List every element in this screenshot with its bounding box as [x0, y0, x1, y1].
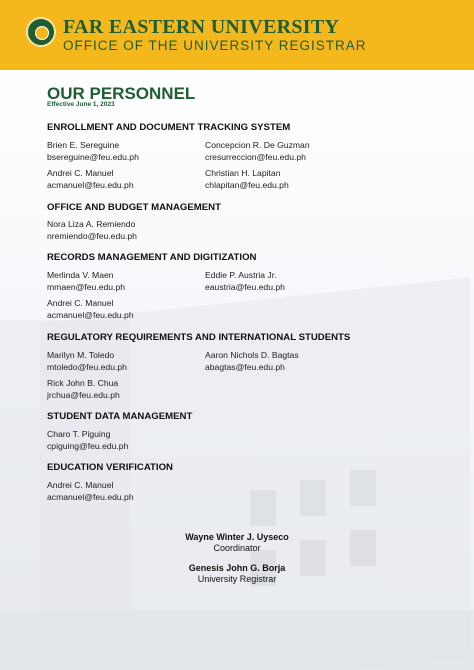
person-entry — [47, 140, 139, 163]
person-name: Nora Liza A. Remiendo — [47, 219, 136, 229]
person-name: Charo T. Piguing — [47, 429, 111, 439]
person-entry — [47, 219, 137, 242]
person-name: Marilyn M. Toledo — [47, 350, 115, 360]
person-name: Eddie P. Austria Jr. — [205, 270, 277, 280]
person-email[interactable]: acmanuel@feu.edu.ph — [47, 179, 134, 190]
person-name: Christian H. Lapitan — [205, 168, 281, 178]
person-email[interactable]: mmaen@feu.edu.ph — [47, 281, 125, 292]
person-email[interactable]: acmanuel@feu.edu.ph — [47, 491, 134, 502]
person-entry — [205, 140, 310, 163]
person-name: Brien E. Sereguine — [47, 140, 120, 150]
person-entry — [47, 378, 120, 401]
university-name: FAR EASTERN UNIVERSITY — [63, 16, 340, 38]
person-name: Rick John B. Chua — [47, 378, 119, 388]
person-entry — [47, 298, 134, 321]
person-entry — [205, 270, 285, 293]
signatory-role: University Registrar — [197, 573, 277, 584]
person-email[interactable]: chlapitan@feu.edu.ph — [205, 179, 289, 190]
person-entry — [47, 429, 128, 452]
signatory-registrar — [0, 563, 474, 584]
signatory-name: Wayne Winter J. Uyseco — [185, 532, 289, 542]
person-name: Aaron Nichols D. Bagtas — [205, 350, 299, 360]
person-name: Andrei C. Manuel — [47, 168, 114, 178]
person-email[interactable]: jrchua@feu.edu.ph — [47, 389, 120, 400]
person-name: Andrei C. Manuel — [47, 298, 114, 308]
person-email[interactable]: acmanuel@feu.edu.ph — [47, 309, 134, 320]
person-name: Andrei C. Manuel — [47, 480, 114, 490]
section-heading-records: RECORDS MANAGEMENT AND DIGITIZATION — [47, 252, 257, 263]
section-heading-budget: OFFICE AND BUDGET MANAGEMENT — [47, 202, 221, 213]
page-title: OUR PERSONNEL — [47, 84, 196, 103]
person-email[interactable]: eaustria@feu.edu.ph — [205, 281, 285, 292]
office-name: OFFICE OF THE UNIVERSITY REGISTRAR — [63, 38, 367, 53]
person-entry — [47, 350, 127, 373]
signatory-coordinator — [0, 532, 474, 553]
section-heading-enrollment: ENROLLMENT AND DOCUMENT TRACKING SYSTEM — [47, 122, 291, 133]
person-entry — [47, 168, 134, 191]
person-entry — [47, 480, 134, 503]
section-heading-verification: EDUCATION VERIFICATION — [47, 462, 173, 473]
person-entry — [47, 270, 125, 293]
section-heading-regulatory: REGULATORY REQUIREMENTS AND INTERNATIONAL STUDENTS — [47, 332, 351, 343]
signatory-name: Genesis John G. Borja — [188, 563, 286, 573]
signatory-role: Coordinator — [213, 542, 261, 553]
person-entry — [205, 350, 299, 373]
section-heading-student-data: STUDENT DATA MANAGEMENT — [47, 411, 193, 422]
person-email[interactable]: bsereguine@feu.edu.ph — [47, 151, 139, 162]
person-email[interactable]: mtoledo@feu.edu.ph — [47, 361, 127, 372]
effective-date: Effective June 1, 2023 — [47, 101, 115, 108]
person-email[interactable]: abagtas@feu.edu.ph — [205, 361, 285, 372]
person-entry — [205, 168, 289, 191]
person-name: Merlinda V. Maen — [47, 270, 114, 280]
person-email[interactable]: cpiguing@feu.edu.ph — [47, 440, 129, 451]
person-name: Concepcion R. De Guzman — [205, 140, 310, 150]
person-email[interactable]: nremiendo@feu.edu.ph — [47, 230, 137, 241]
person-email[interactable]: cresurreccion@feu.edu.ph — [205, 151, 306, 162]
